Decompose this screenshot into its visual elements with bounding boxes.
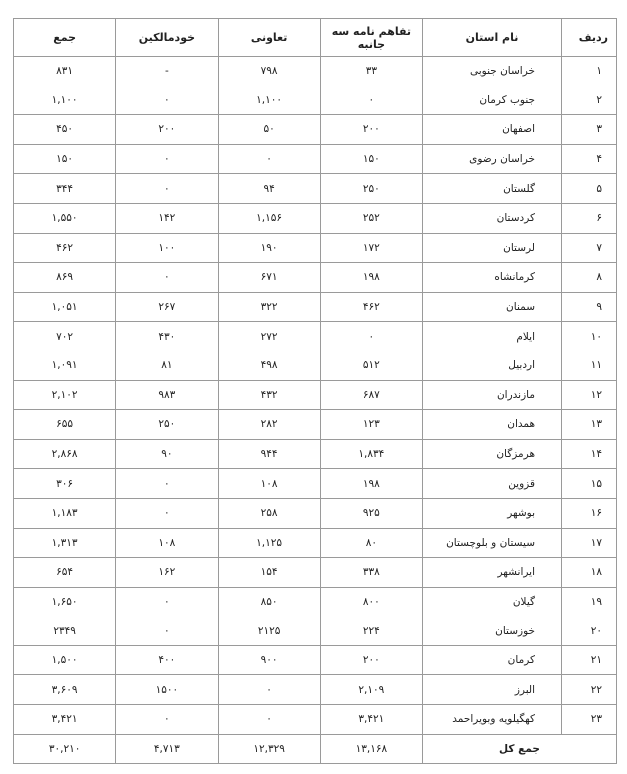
- table-row: [14, 645, 617, 675]
- header-cooperative: تعاونی: [218, 19, 320, 57]
- cell-province: سیستان و بلوچستان: [423, 528, 562, 558]
- cell-tripartite: ۱۵۰: [320, 144, 422, 174]
- cell-cooperative: ۹۰۰: [218, 645, 320, 675]
- cell-total: ۶۵۵: [14, 410, 116, 440]
- cell-tripartite: ۹۲۵: [320, 498, 422, 528]
- cell-province: کهگیلویه وبویراحمد: [423, 705, 562, 735]
- cell-tripartite: ۳۳۸: [320, 558, 422, 588]
- cell-idx: ۴: [562, 144, 617, 174]
- cell-province: جنوب کرمان: [423, 86, 562, 115]
- cell-tripartite: ۱۲۳: [320, 410, 422, 440]
- cell-self-owner: ۲۶۷: [116, 292, 218, 322]
- cell-province: سمنان: [423, 292, 562, 322]
- cell-province: کرمان: [423, 645, 562, 675]
- cell-self-owner: ۹۰: [116, 439, 218, 469]
- footer-total: ۳۰,۲۱۰: [14, 734, 116, 763]
- cell-total: ۳۴۴: [14, 174, 116, 204]
- cell-idx: ۶: [562, 203, 617, 233]
- cell-idx: ۱۹: [562, 587, 617, 616]
- cell-self-owner: ۱۵۰۰: [116, 675, 218, 705]
- cell-cooperative: ۴۳۲: [218, 380, 320, 410]
- table-row: [14, 115, 617, 145]
- cell-total: ۱,۶۵۰: [14, 587, 116, 616]
- cell-tripartite: ۲۵۰: [320, 174, 422, 204]
- cell-tripartite: ۱۹۸: [320, 469, 422, 499]
- cell-self-owner: ۰: [116, 616, 218, 645]
- table-row: [14, 558, 617, 588]
- cell-self-owner: ۴۳۰: [116, 322, 218, 351]
- cell-tripartite: ۳۳: [320, 57, 422, 86]
- cell-province: اردبیل: [423, 351, 562, 380]
- cell-cooperative: ۹۴۴: [218, 439, 320, 469]
- cell-tripartite: ۲۵۲: [320, 203, 422, 233]
- cell-idx: ۸: [562, 263, 617, 293]
- table-row: [14, 86, 617, 115]
- table-row: [14, 498, 617, 528]
- cell-cooperative: ۵۰: [218, 115, 320, 145]
- cell-idx: ۱: [562, 57, 617, 86]
- cell-total: ۱,۵۵۰: [14, 203, 116, 233]
- cell-self-owner: ۹۸۳: [116, 380, 218, 410]
- cell-idx: ۳: [562, 115, 617, 145]
- cell-total: ۲,۸۶۸: [14, 439, 116, 469]
- table-row: [14, 410, 617, 440]
- table-row: [14, 380, 617, 410]
- cell-total: ۲,۱۰۲: [14, 380, 116, 410]
- cell-idx: ۷: [562, 233, 617, 263]
- cell-tripartite: ۲۰۰: [320, 115, 422, 145]
- cell-tripartite: ۳,۴۲۱: [320, 705, 422, 735]
- table-header-row: [14, 19, 617, 57]
- cell-cooperative: ۳۲۲: [218, 292, 320, 322]
- cell-idx: ۱۱: [562, 351, 617, 380]
- table-row: [14, 616, 617, 645]
- cell-total: ۲۳۴۹: [14, 616, 116, 645]
- table-row: [14, 675, 617, 705]
- cell-cooperative: ۱,۱۵۶: [218, 203, 320, 233]
- footer-cooperative: ۱۲,۳۲۹: [218, 734, 320, 763]
- cell-idx: ۲: [562, 86, 617, 115]
- cell-self-owner: ۲۰۰: [116, 115, 218, 145]
- cell-cooperative: ۲۵۸: [218, 498, 320, 528]
- cell-self-owner: ۱۶۲: [116, 558, 218, 588]
- cell-province: ایلام: [423, 322, 562, 351]
- cell-total: ۱,۳۱۳: [14, 528, 116, 558]
- cell-idx: ۲۰: [562, 616, 617, 645]
- cell-tripartite: ۱۷۲: [320, 233, 422, 263]
- cell-tripartite: ۸۰: [320, 528, 422, 558]
- cell-tripartite: ۵۱۲: [320, 351, 422, 380]
- table-row: [14, 263, 617, 293]
- cell-cooperative: ۱۵۴: [218, 558, 320, 588]
- cell-self-owner: ۰: [116, 86, 218, 115]
- cell-self-owner: ۰: [116, 469, 218, 499]
- cell-cooperative: ۶۷۱: [218, 263, 320, 293]
- cell-self-owner: ۸۱: [116, 351, 218, 380]
- cell-total: ۱,۰۵۱: [14, 292, 116, 322]
- header-province: نام استان: [423, 19, 562, 57]
- cell-idx: ۱۰: [562, 322, 617, 351]
- table-row: [14, 322, 617, 351]
- footer-label: جمع کل: [423, 734, 617, 763]
- cell-total: ۱,۰۹۱: [14, 351, 116, 380]
- cell-province: گیلان: [423, 587, 562, 616]
- table-row: [14, 528, 617, 558]
- cell-total: ۱,۱۸۳: [14, 498, 116, 528]
- cell-idx: ۱۶: [562, 498, 617, 528]
- cell-total: ۳,۴۲۱: [14, 705, 116, 735]
- footer-self-owner: ۴,۷۱۳: [116, 734, 218, 763]
- cell-self-owner: ۰: [116, 144, 218, 174]
- cell-province: ایرانشهر: [423, 558, 562, 588]
- cell-total: ۱,۵۰۰: [14, 645, 116, 675]
- cell-self-owner: ۰: [116, 498, 218, 528]
- cell-idx: ۲۱: [562, 645, 617, 675]
- cell-tripartite: ۱,۸۳۴: [320, 439, 422, 469]
- cell-province: هرمزگان: [423, 439, 562, 469]
- cell-cooperative: ۴۹۸: [218, 351, 320, 380]
- cell-self-owner: ۱۰۰: [116, 233, 218, 263]
- cell-idx: ۱۳: [562, 410, 617, 440]
- cell-self-owner: ۰: [116, 587, 218, 616]
- table-row: [14, 705, 617, 735]
- cell-province: لرستان: [423, 233, 562, 263]
- cell-cooperative: ۱۹۰: [218, 233, 320, 263]
- province-housing-table: [13, 18, 617, 764]
- header-tripartite: تفاهم نامه سه جانبه: [320, 19, 422, 57]
- cell-self-owner: ۴۰۰: [116, 645, 218, 675]
- cell-province: مازندران: [423, 380, 562, 410]
- cell-total: ۴۶۲: [14, 233, 116, 263]
- cell-cooperative: ۸۵۰: [218, 587, 320, 616]
- cell-province: بوشهر: [423, 498, 562, 528]
- cell-tripartite: ۲۲۴: [320, 616, 422, 645]
- table-body: [14, 57, 617, 735]
- cell-tripartite: ۰: [320, 322, 422, 351]
- table-row: [14, 233, 617, 263]
- table-row: [14, 351, 617, 380]
- cell-cooperative: ۹۴: [218, 174, 320, 204]
- cell-self-owner: ۱۴۲: [116, 203, 218, 233]
- cell-cooperative: ۰: [218, 675, 320, 705]
- cell-cooperative: ۷۹۸: [218, 57, 320, 86]
- header-idx: ردیف: [562, 19, 617, 57]
- cell-province: اصفهان: [423, 115, 562, 145]
- cell-province: البرز: [423, 675, 562, 705]
- cell-cooperative: ۱۰۸: [218, 469, 320, 499]
- cell-cooperative: ۰: [218, 144, 320, 174]
- cell-self-owner: ۰: [116, 174, 218, 204]
- cell-province: قزوین: [423, 469, 562, 499]
- cell-idx: ۱۸: [562, 558, 617, 588]
- cell-idx: ۱۴: [562, 439, 617, 469]
- table-row: [14, 174, 617, 204]
- cell-self-owner: ۰: [116, 263, 218, 293]
- cell-province: خراسان جنوبی: [423, 57, 562, 86]
- header-self-owner: خودمالکین: [116, 19, 218, 57]
- table-row: [14, 587, 617, 616]
- cell-self-owner: ۲۵۰: [116, 410, 218, 440]
- cell-idx: ۱۵: [562, 469, 617, 499]
- cell-total: ۷۰۲: [14, 322, 116, 351]
- cell-cooperative: ۲۸۲: [218, 410, 320, 440]
- cell-province: کردستان: [423, 203, 562, 233]
- cell-cooperative: ۱,۱۲۵: [218, 528, 320, 558]
- table-row: [14, 57, 617, 86]
- cell-idx: ۱۷: [562, 528, 617, 558]
- cell-tripartite: ۰: [320, 86, 422, 115]
- cell-idx: ۲۲: [562, 675, 617, 705]
- cell-cooperative: ۱,۱۰۰: [218, 86, 320, 115]
- cell-tripartite: ۶۸۷: [320, 380, 422, 410]
- cell-total: ۴۵۰: [14, 115, 116, 145]
- cell-cooperative: ۰: [218, 705, 320, 735]
- cell-tripartite: ۴۶۲: [320, 292, 422, 322]
- cell-idx: ۲۳: [562, 705, 617, 735]
- cell-idx: ۵: [562, 174, 617, 204]
- table-row: [14, 469, 617, 499]
- table-footer-row: [14, 734, 617, 763]
- cell-total: ۱۵۰: [14, 144, 116, 174]
- cell-total: ۳۰۶: [14, 469, 116, 499]
- cell-province: خراسان رضوی: [423, 144, 562, 174]
- cell-total: ۸۶۹: [14, 263, 116, 293]
- cell-idx: ۱۲: [562, 380, 617, 410]
- cell-province: همدان: [423, 410, 562, 440]
- cell-tripartite: ۲۰۰: [320, 645, 422, 675]
- cell-cooperative: ۲۷۲: [218, 322, 320, 351]
- table-container: [13, 18, 617, 764]
- cell-tripartite: ۸۰۰: [320, 587, 422, 616]
- cell-total: ۶۵۴: [14, 558, 116, 588]
- cell-province: کرمانشاه: [423, 263, 562, 293]
- cell-self-owner: ۰: [116, 705, 218, 735]
- table-row: [14, 292, 617, 322]
- cell-province: گلستان: [423, 174, 562, 204]
- cell-total: ۳,۶۰۹: [14, 675, 116, 705]
- table-row: [14, 203, 617, 233]
- cell-province: خوزستان: [423, 616, 562, 645]
- cell-self-owner: -: [116, 57, 218, 86]
- table-row: [14, 144, 617, 174]
- cell-total: ۸۳۱: [14, 57, 116, 86]
- cell-total: ۱,۱۰۰: [14, 86, 116, 115]
- cell-self-owner: ۱۰۸: [116, 528, 218, 558]
- cell-tripartite: ۲,۱۰۹: [320, 675, 422, 705]
- header-total: جمع: [14, 19, 116, 57]
- table-row: [14, 439, 617, 469]
- cell-tripartite: ۱۹۸: [320, 263, 422, 293]
- footer-tripartite: ۱۳,۱۶۸: [320, 734, 422, 763]
- cell-cooperative: ۲۱۲۵: [218, 616, 320, 645]
- cell-idx: ۹: [562, 292, 617, 322]
